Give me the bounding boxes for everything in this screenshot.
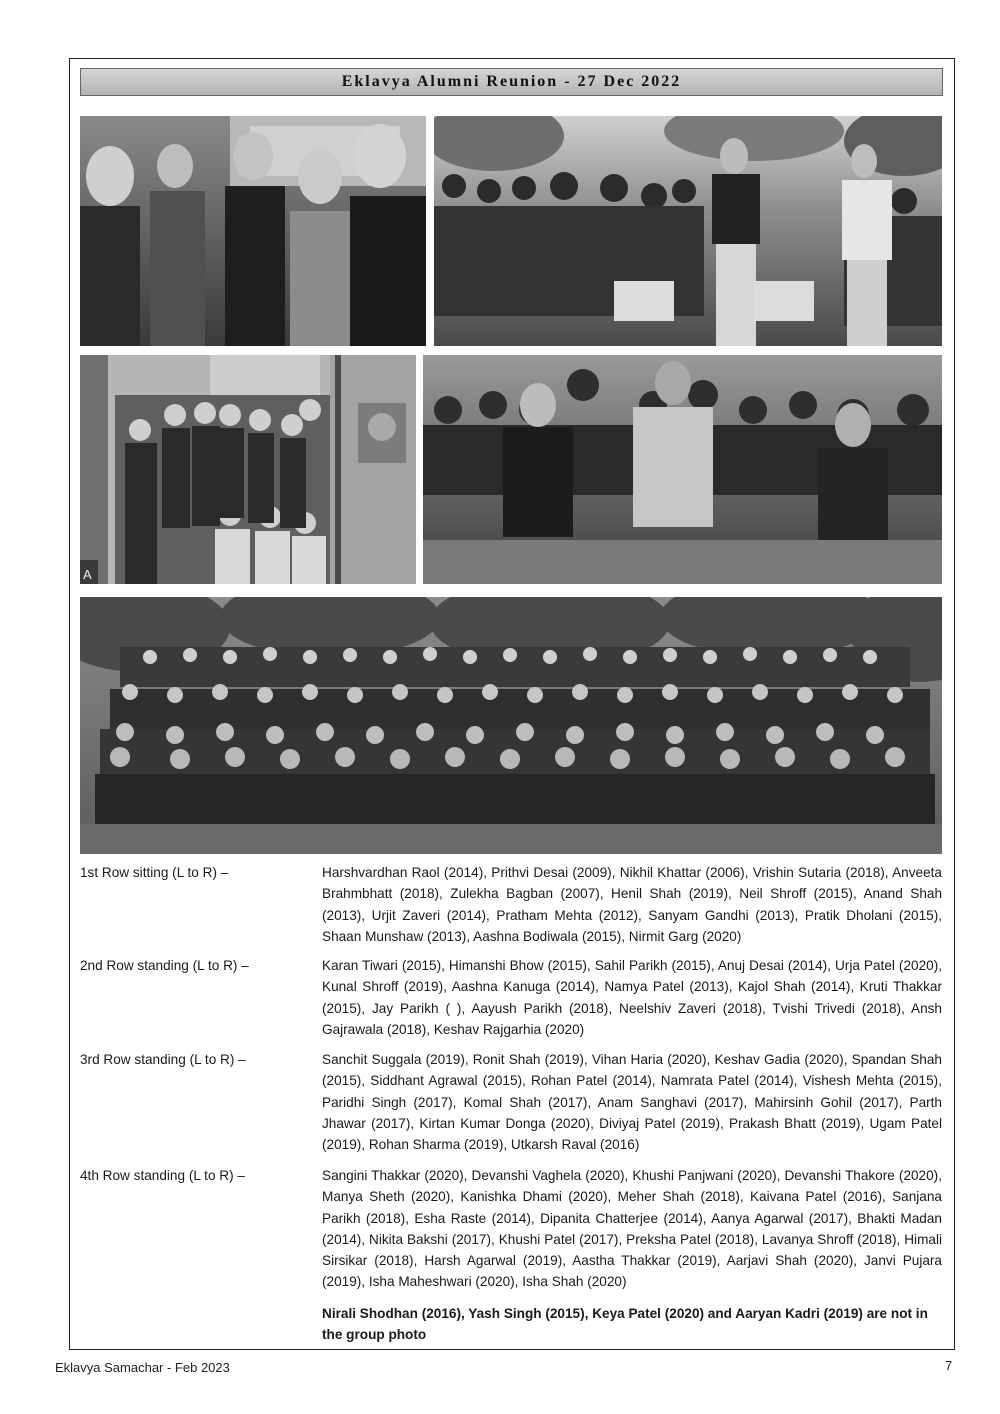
footer-publication: Eklavya Samachar - Feb 2023 [55,1360,230,1375]
footer-page-number: 7 [945,1358,953,1373]
caption-label: 1st Row sitting (L to R) – [80,865,229,880]
absent-note: Nirali Shodhan (2016), Yash Singh (2015), Keya Patel (2020) and Aaryan Kadri (2019) are not in the group photo [322,1306,928,1343]
photo-audience-speaker [434,116,942,346]
caption-label: 4th Row standing (L to R) – [80,1168,245,1183]
photo-group-doorway [80,355,416,584]
photo-friends-indoors [80,116,426,346]
photo-audience-closeup [423,355,942,584]
photo-group-reunion [80,597,942,854]
photo-sign-letter: A [83,567,92,582]
title-banner [80,68,943,96]
caption-names: Karan Tiwari (2015), Himanshi Bhow (2015), Sahil Parikh (2015), Anuj Desai (2014), Urja Patel (2020), Kunal Shroff (2019), Aashna Kanuga (2014), Namya Patel (2013), Kajol Shah (2014), Kruti Thakkar (2015), Jay Parikh ( ), Aayush Parikh (2018), Neelshiv Zaveri (2018), Tvishi Trivedi (2018), Ansh Gajrawala (2018), Keshav Rajgarhia (2020) [322,958,942,1037]
caption-names: Sanchit Suggala (2019), Ronit Shah (2019), Vihan Haria (2020), Keshav Gadia (2020), Spandan Shah (2015), Siddhant Agrawal (2015), Rohan Patel (2014), Namrata Patel (2014), Vishesh Mehta (2015), Paridhi Singh (2017), Komal Shah (2017), Anam Sanghavi (2017), Mahirsinh Gohil (2017), Parth Jhawar (2017), Kirtan Kumar Donga (2020), Diviyaj Patel (2019), Prakash Bhatt (2019), Ugam Patel (2019), Rohan Sharma (2019), Utkarsh Raval (2016) [322,1052,942,1153]
caption-label: 3rd Row standing (L to R) – [80,1052,246,1067]
caption-names: Harshvardhan Raol (2014), Prithvi Desai (2009), Nikhil Khattar (2006), Vrishin Sutaria (2018), Anveeta Brahmbhatt (2018), Zulekha Bagban (2007), Henil Shah (2019), Neil Shroff (2015), Anand Shah (2013), Urjit Zaveri (2014), Pratham Mehta (2012), Sanyam Gandhi (2013), Pratik Dholani (2015), Shaan Munshaw (2013), Aashna Bodiwala (2015), Nirmit Garg (2020) [322,865,942,944]
caption-names: Sangini Thakkar (2020), Devanshi Vaghela (2020), Khushi Panjwani (2020), Devanshi Thakore (2020), Manya Sheth (2020), Kanishka Dhami (2020), Meher Shah (2018), Kaivana Patel (2016), Sanjana Parikh (2018), Esha Raste (2014), Dipanita Chatterjee (2014), Aanya Agarwal (2017), Bhakti Madan (2014), Nikita Bakshi (2017), Khushi Patel (2017), Preksha Patel (2018), Lavanya Shroff (2018), Himali Sirsikar (2018), Harsh Agarwal (2019), Aastha Thakkar (2019), Aarjavi Shah (2020), Janvi Pujara (2019), Isha Maheshwari (2020), Isha Shah (2020) [322,1168,942,1290]
page-title: Eklavya Alumni Reunion - 27 Dec 2022 [341,73,682,90]
caption-label: 2nd Row standing (L to R) – [80,958,249,973]
